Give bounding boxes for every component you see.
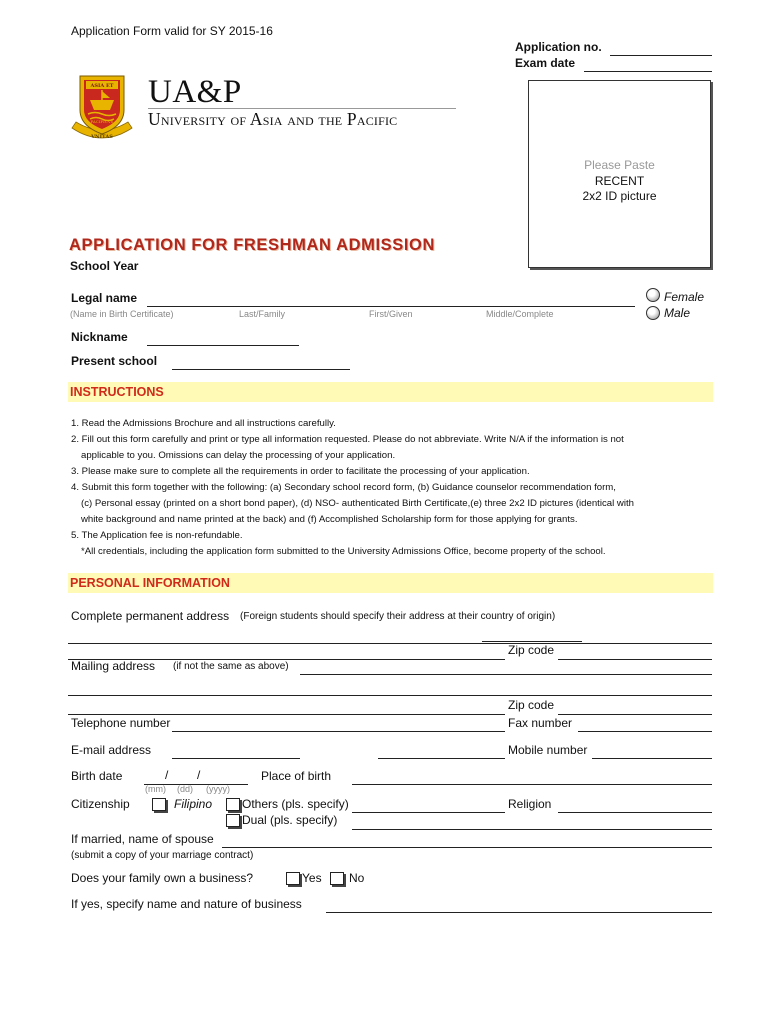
present-school-field[interactable] [172, 355, 350, 370]
instruction-line: 5. The Application fee is non-refundable. [71, 530, 243, 541]
svg-text:PACIFICVS: PACIFICVS [90, 119, 114, 124]
citizenship-label: Citizenship [71, 797, 130, 811]
photo-size-text: 2x2 ID picture [582, 189, 657, 203]
instruction-line: *All credentials, including the application form submitted to the University Admissions Office, become property of the school. [81, 546, 606, 557]
first-name-hint: First/Given [369, 309, 413, 319]
permanent-address-label: Complete permanent address [71, 609, 230, 623]
birth-month-hint: (mm) [145, 784, 166, 794]
form-title: APPLICATION FOR FRESHMAN ADMISSION [69, 236, 435, 254]
dual-label: Dual (pls. specify) [242, 813, 338, 827]
business-yes-label: Yes [302, 871, 322, 885]
permanent-address-note: (Foreign students should specify their address at their country of origin) [240, 611, 556, 622]
svg-text:VNITAS: VNITAS [91, 134, 113, 140]
business-no-label: No [349, 871, 365, 885]
filipino-checkbox[interactable] [152, 798, 166, 811]
mobile-field[interactable] [592, 744, 712, 759]
photo-recent-text: RECENT [594, 174, 645, 188]
permanent-address-line1[interactable] [68, 629, 712, 644]
application-no-field[interactable] [610, 41, 712, 56]
filipino-label: Filipino [174, 797, 213, 811]
business-question: Does your family own a business? [71, 871, 254, 885]
birth-date-field[interactable] [144, 770, 248, 785]
telephone-label: Telephone number [71, 716, 171, 730]
legal-name-label: Legal name [71, 291, 138, 305]
female-radio[interactable] [646, 288, 660, 302]
spouse-field[interactable] [222, 833, 712, 848]
uap-seal-logo [66, 70, 138, 144]
personal-info-heading: PERSONAL INFORMATION [70, 576, 230, 590]
mailing-zip-label: Zip code [508, 698, 555, 712]
religion-label: Religion [508, 797, 552, 811]
instruction-line: 3. Please make sure to complete all the requirements in order to facilitate the processing of your application. [71, 466, 530, 477]
instruction-line: (c) Personal essay (printed on a short bond paper), (d) NSO- authenticated Birth Certificate,(e) three 2x2 ID pictures (identical with [81, 498, 634, 509]
spouse-label: If married, name of spouse [71, 832, 214, 846]
mailing-address-note: (if not the same as above) [173, 661, 289, 672]
email-field-part1[interactable] [172, 744, 300, 759]
email-field-part2[interactable] [378, 744, 505, 759]
male-label: Male [664, 306, 691, 320]
zip-code-label: Zip code [508, 643, 555, 657]
middle-name-hint: Middle/Complete [486, 309, 554, 319]
birth-date-label: Birth date [71, 769, 123, 783]
exam-date-field[interactable] [584, 57, 712, 72]
fax-label: Fax number [508, 716, 573, 730]
dual-citizenship-field[interactable] [352, 815, 712, 830]
mailing-zip-field[interactable] [558, 700, 712, 715]
birth-date-slash-1: / [165, 768, 169, 782]
male-radio[interactable] [646, 306, 660, 320]
instruction-line: white background and name printed at the back) and (f) Accomplished Scholarship form for those applying for grants. [81, 514, 578, 525]
permanent-zip-field[interactable] [558, 645, 712, 660]
photo-paste-text: Please Paste [584, 158, 655, 172]
mailing-address-line1[interactable] [300, 660, 712, 675]
permanent-address-line2[interactable] [68, 645, 505, 660]
female-label: Female [664, 290, 705, 304]
instruction-line: applicable to you. Omissions can delay the processing of your application. [81, 450, 396, 461]
business-yes-checkbox[interactable] [286, 872, 300, 885]
svg-text:ASIA ET: ASIA ET [90, 83, 114, 89]
business-details-field[interactable] [326, 898, 712, 913]
personal-info-heading-band [68, 573, 713, 593]
instructions-heading-band [68, 382, 713, 402]
mailing-address-line2[interactable] [68, 681, 712, 696]
spouse-note: (submit a copy of your marriage contract) [71, 850, 254, 861]
dual-checkbox[interactable] [226, 814, 240, 827]
mobile-label: Mobile number [508, 743, 588, 757]
instruction-line: 2. Fill out this form carefully and print or type all information requested. Please do not abbreviate. Write N/A if the information is not [71, 434, 624, 445]
mailing-address-label: Mailing address [71, 659, 156, 673]
instruction-line: 4. Submit this form together with the following: (a) Secondary school record form, (b) Guidance counselor recommendation form, [71, 482, 616, 493]
exam-date-label: Exam date [515, 56, 576, 70]
birth-year-hint: (yyyy) [206, 784, 230, 794]
place-of-birth-label: Place of birth [261, 769, 332, 783]
birth-day-hint: (dd) [177, 784, 194, 794]
present-school-label: Present school [71, 354, 158, 368]
email-label: E-mail address [71, 743, 152, 757]
business-details-label: If yes, specify name and nature of business [71, 897, 302, 911]
form-validity-text: Application Form valid for SY 2015-16 [71, 24, 273, 38]
application-no-label: Application no. [515, 40, 602, 54]
legal-name-field[interactable] [147, 292, 635, 307]
id-photo-box[interactable] [528, 80, 711, 268]
business-no-checkbox[interactable] [330, 872, 344, 885]
nickname-field[interactable] [147, 331, 299, 346]
uap-short-name: UA&P [148, 74, 242, 110]
fax-field[interactable] [578, 717, 712, 732]
telephone-field[interactable] [172, 717, 505, 732]
instruction-line: 1. Read the Admissions Brochure and all instructions carefully. [71, 418, 336, 429]
instructions-list [71, 416, 634, 560]
place-of-birth-field[interactable] [352, 770, 712, 785]
instructions-heading: INSTRUCTIONS [70, 385, 164, 399]
uap-full-name: University of Asia and the Pacific [148, 109, 398, 129]
birth-date-slash-2: / [197, 768, 201, 782]
others-checkbox[interactable] [226, 798, 240, 811]
others-citizenship-field[interactable] [352, 798, 505, 813]
school-year-label: School Year [70, 259, 139, 273]
last-name-hint: Last/Family [239, 309, 286, 319]
others-label: Others (pls. specify) [242, 797, 349, 811]
nickname-label: Nickname [71, 330, 128, 344]
mailing-address-line3[interactable] [68, 700, 505, 715]
religion-field[interactable] [558, 798, 712, 813]
legal-name-hint: (Name in Birth Certificate) [70, 309, 174, 319]
